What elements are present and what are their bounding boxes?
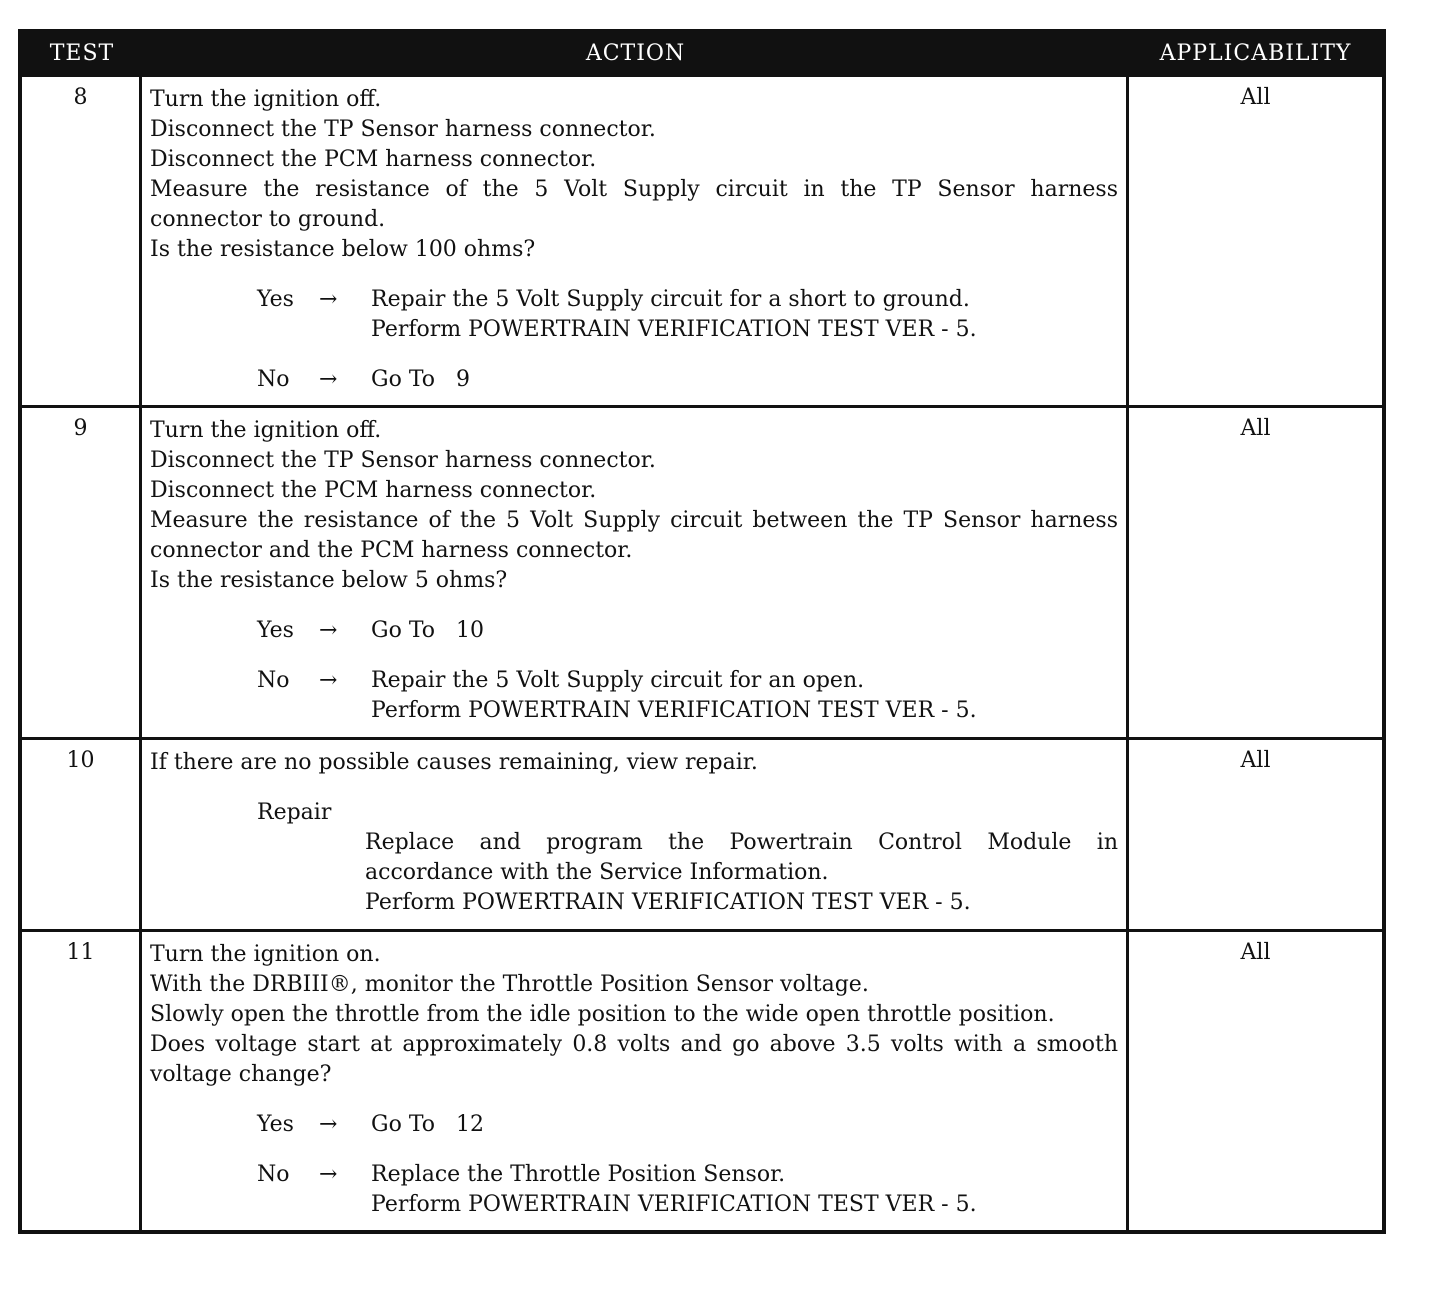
test-number: 9 [22, 408, 142, 737]
header-action: ACTION [585, 41, 686, 66]
repair-text: Perform POWERTRAIN VERIFICATION TEST VER - 5. [365, 890, 971, 915]
yes-result: Go To 10 [371, 618, 484, 643]
test-number: 10 [22, 740, 142, 929]
table-row [22, 74, 1382, 405]
yes-label: Yes [257, 1112, 294, 1137]
table-row [22, 737, 1382, 929]
yes-result: Repair the 5 Volt Supply circuit for a short to ground. [371, 287, 970, 312]
action-line: Turn the ignition off. [150, 418, 382, 443]
action-question: Is the resistance below 5 ohms? [150, 568, 508, 593]
action-cell [142, 77, 1129, 405]
arrow-icon: → [319, 618, 338, 643]
yes-branch [257, 616, 1118, 646]
arrow-icon: → [319, 668, 338, 693]
arrow-icon: → [319, 287, 338, 312]
arrow-icon: → [319, 1112, 338, 1137]
table-row [22, 405, 1382, 737]
action-cell [142, 740, 1129, 929]
no-result: Perform POWERTRAIN VERIFICATION TEST VER - 5. [371, 698, 977, 723]
no-branch [257, 365, 1118, 395]
test-number: 8 [22, 77, 142, 405]
test-number: 11 [22, 932, 142, 1230]
action-question: Does voltage start at approximately 0.8 volts and go above 3.5 volts with a smooth voltage change? [150, 1032, 1118, 1087]
no-result: Replace the Throttle Position Sensor. [371, 1162, 786, 1187]
repair-text: Replace and program the Powertrain Control Module in accordance with the Service Information. [365, 830, 1118, 885]
arrow-icon: → [319, 1162, 338, 1187]
no-label: No [257, 668, 290, 693]
no-branch [257, 666, 1118, 726]
yes-branch [257, 1110, 1118, 1140]
applicability-value: All [1240, 940, 1271, 965]
action-cell [142, 408, 1129, 737]
no-label: No [257, 367, 290, 392]
action-line: Disconnect the TP Sensor harness connector. [150, 117, 656, 142]
diagnostic-test-table [18, 29, 1386, 1234]
action-cell [142, 932, 1129, 1230]
no-branch [257, 1160, 1118, 1220]
action-line: Disconnect the TP Sensor harness connector. [150, 448, 656, 473]
no-label: No [257, 1162, 290, 1187]
action-question: Is the resistance below 100 ohms? [150, 237, 536, 262]
action-line: Turn the ignition on. [150, 942, 381, 967]
yes-result: Perform POWERTRAIN VERIFICATION TEST VER - 5. [371, 317, 977, 342]
action-line: Measure the resistance of the 5 Volt Supply circuit in the TP Sensor harness connector to ground. [150, 177, 1118, 232]
action-line: Turn the ignition off. [150, 87, 382, 112]
yes-label: Yes [257, 287, 294, 312]
header-test: TEST [49, 41, 115, 66]
action-line: Disconnect the PCM harness connector. [150, 147, 597, 172]
action-line: Disconnect the PCM harness connector. [150, 478, 597, 503]
action-line: If there are no possible causes remaining, view repair. [150, 750, 758, 775]
yes-result: Go To 12 [371, 1112, 484, 1137]
yes-label: Yes [257, 618, 294, 643]
no-result: Perform POWERTRAIN VERIFICATION TEST VER - 5. [371, 1192, 977, 1217]
table-row [22, 929, 1382, 1230]
table-header [22, 33, 1382, 74]
no-result: Repair the 5 Volt Supply circuit for an open. [371, 668, 865, 693]
repair-label: Repair [257, 800, 332, 825]
header-applicability: APPLICABILITY [1159, 41, 1352, 66]
applicability-value: All [1240, 748, 1271, 773]
yes-branch [257, 285, 1118, 345]
applicability-value: All [1240, 416, 1271, 441]
action-line: Measure the resistance of the 5 Volt Supply circuit between the TP Sensor harness connector and the PCM harness connector. [150, 508, 1118, 563]
no-result: Go To 9 [371, 367, 470, 392]
action-line: Slowly open the throttle from the idle position to the wide open throttle position. [150, 1002, 1055, 1027]
arrow-icon: → [319, 367, 338, 392]
action-line: With the DRBIII®, monitor the Throttle Position Sensor voltage. [150, 972, 869, 997]
applicability-value: All [1240, 85, 1271, 110]
